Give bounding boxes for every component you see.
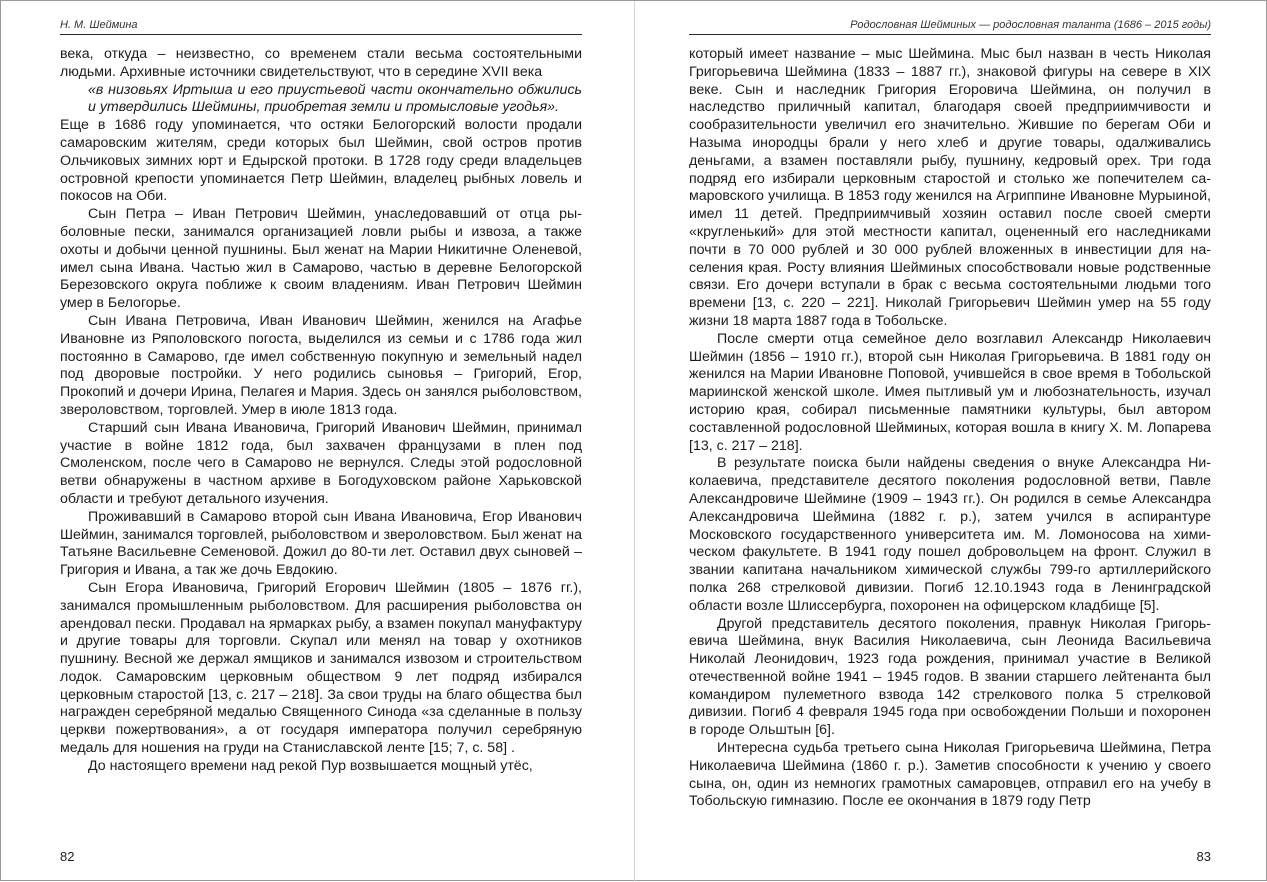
- running-head-title: Родословная Шейминых — родословная таланта (1686 – 2015 годы): [689, 19, 1211, 35]
- paragraph: Интересна судьба третьего сына Николая Григорьевича Шеймина, Петра Николаевича Шеймина (1860 г. р.). Заметив способности к учению у своего сына, он, один из немногих грамотных самаровцев, отправил его на учебу в Тобольскую гимназию. После ее окончания в 1879 году Петр: [689, 740, 1211, 810]
- paragraph: Старший сын Ивана Ивановича, Григорий Иванович Шеймин, принимал участие в войне 1812 года, был захвачен французами в плен под Смоленском, после чего в Самарово не вернулся. Следы этой родословной ветви обнаружены в частном архиве в Богодуховском районе Харьковской области и требуют детального изучения.: [60, 419, 582, 507]
- paragraph: Сын Егора Ивановича, Григорий Егорович Шеймин (1805 – 1876 гг.), занимался промышленным рыболовством. Для расширения рыболовства он арендовал пески. Продавал на ярмарках рыбу, а взамен покупал мануфактуру и другие товары для торговли. Скупал или менял на товар у охотников пушнину. Весной же держал ямщиков и занимался извозом и строительством лодок. Самаровским церковным обществом 9 лет подряд избирался церковным старостой [13, с. 217 – 218]. За свои труды на благо общества был награжден серебряной медалью Священного Синода «за сделанные в пользу церкви пожертвования», а от государя императора получил серебряную медаль для ношения на груди на Станиславской ленте [15; 7, с. 58] .: [60, 579, 582, 757]
- paragraph: века, откуда – неизвестно, со временем стали весьма состоятельными людьми. Архивные источники свидетельствуют, что в середине XVII века: [60, 46, 582, 80]
- page-number: 82: [60, 849, 75, 864]
- page-gutter: [634, 1, 635, 882]
- paragraph: Проживавший в Самарово второй сын Ивана Ивановича, Егор Иванович Шеймин, занимался торговлей, рыболовством и звероловством. Был женат на Татьяне Васильевне Семеновой. Дожил до 80-ти лет. Оставил двух сыновей – Григория и Ивана, а так же дочь Евдокию.: [60, 508, 582, 579]
- paragraph: После смерти отца семейное дело возглавил Александр Николаевич Шеймин (1856 – 1910 гг.), второй сын Николая Григорьевича. В 1881 году он женился на Марии Ивановне Поповой, учившейся в свое время в Тобольской мариинской женской школе. Имея пытливый ум и любознательность, изучал историю края, собирал письменные памятники культуры, был автором составленной родословной Шейминых, которая вошла в книгу Х. М. Лопарева [13, с. 217 – 218].: [689, 330, 1211, 454]
- paragraph: который имеет название – мыс Шеймина. Мыс был назван в честь Николая Григорьевича Шеймина (1833 – 1887 гг.), знаковой фигуры на севере в XIX веке. Сын и наследник Григория Егоровича Шеймина, он получил в наследство приличный капитал, благодаря своей предприимчивости и сообразительности увеличил его значительно. Жившие по берегам Оби и Назыма инородцы брали у него хлеб и другие товары, одалживались деньгами, а взамен поставляли рыбу, пушнину, кедровый орех. Три года подряд его избирали церковным старостой и столько же попечителем самаровского училища. В 1853 году женился на Агриппине Ивановне Мурыиной, имел 11 детей. Предприимчивый хозяин оставил после своей смерти «кругленький» для этой местности капитал, оцененный его наследниками почти в 70 000 рублей и 30 000 рублей вложенных в инвестиции для населения края. Росту влияния Шейминых способствовали новые родственные связи. Его дочери вступали в брак с весьма состоятельными людьми того времени [13, с. 220 – 221]. Николай Григорьевич Шеймин умер на 55 году жизни 18 марта 1887 года в Тобольске.: [689, 46, 1211, 329]
- right-page: [689, 1, 1211, 882]
- paragraph: Другой представитель десятого поколения, правнук Николая Григорьевича Шеймина, внук Василия Николаевича, сын Леонида Васильевича Николай Леонидович, 1923 года рождения, принимал участие в Великой отечественной войне 1941 – 1945 годов. В звании старшего лейтенанта был командиром пулеметного взвода 142 стрелкового полка 5 стрелковой дивизии. Погиб 4 февраля 1945 года при освобождении Польши и похоронен в городе Ольштын [6].: [689, 615, 1211, 739]
- left-page: [60, 1, 582, 882]
- paragraph: Сын Ивана Петровича, Иван Иванович Шеймин, женился на Агафье Ивановне из Ряполовского погоста, выделился из семьи и с 1786 года жил постоянно в Самарово, где имел собственную покупную и земельный надел под дворовые постройки. У него родились сыновья – Григорий, Егор, Прокопий и дочери Ирина, Пелагея и Мария. Здесь он занялся рыболовством, звероловством, торговлей. Умер в июле 1813 года.: [60, 312, 582, 418]
- paragraph: Сын Петра – Иван Петрович Шеймин, унаследовавший от отца рыболовные пески, занимался организацией ловли рыбы и извоза, а также охоты и добычи ценной пушнины. Был женат на Марии Никитичне Оленевой, имел сына Ивана. Частью жил в Самарово, частью в деревне Белогорской Березовского округа поближе к своим владениям. Иван Петрович Шеймин умер в Белогорье.: [60, 206, 582, 312]
- quote-paragraph: «в низовьях Иртыша и его приустьевой части окончательно обжились и утвердились Шеймины, приобретая земли и промысловые угодья».: [88, 81, 582, 116]
- paragraph: Еще в 1686 году упоминается, что остяки Белогорский волости продали самаровским жителям, среди которых был Шеймин, свой остров против Ольчиковых зимних юрт и Едырской протоки. В 1728 году среди владельцев островной крепости упоминается Петр Шеймин, владелец рыбных ловель и покосов на Оби.: [60, 117, 582, 205]
- page-number: 83: [1196, 849, 1211, 864]
- right-page-body: [689, 46, 1211, 811]
- running-head-author: Н. М. Шеймина: [60, 19, 582, 35]
- paragraph: В результате поиска были найдены сведения о внуке Александра Николаевича, представителе десятого поколения родословной ветви, Павле Александровиче Шеймине (1909 – 1943 гг.). Он родился в семье Александра Александровича Шеймина (1882 г. р.), затем учился в аспирантуре Московского государственного университета им. М. Ломоносова на химическом факультете. В 1941 году пошел добровольцем на фронт. Служил в звании капитана начальником химической службы 799-го артиллерийского полка 268 стрелковой дивизии. Погиб 12.10.1943 года в Ленинградской области возле Шлиссербурга, похоронен на офицерском кладбище [5].: [689, 455, 1211, 614]
- paragraph: До настоящего времени над рекой Пур возвышается мощный утёс,: [88, 757, 533, 774]
- left-page-body: [60, 46, 582, 776]
